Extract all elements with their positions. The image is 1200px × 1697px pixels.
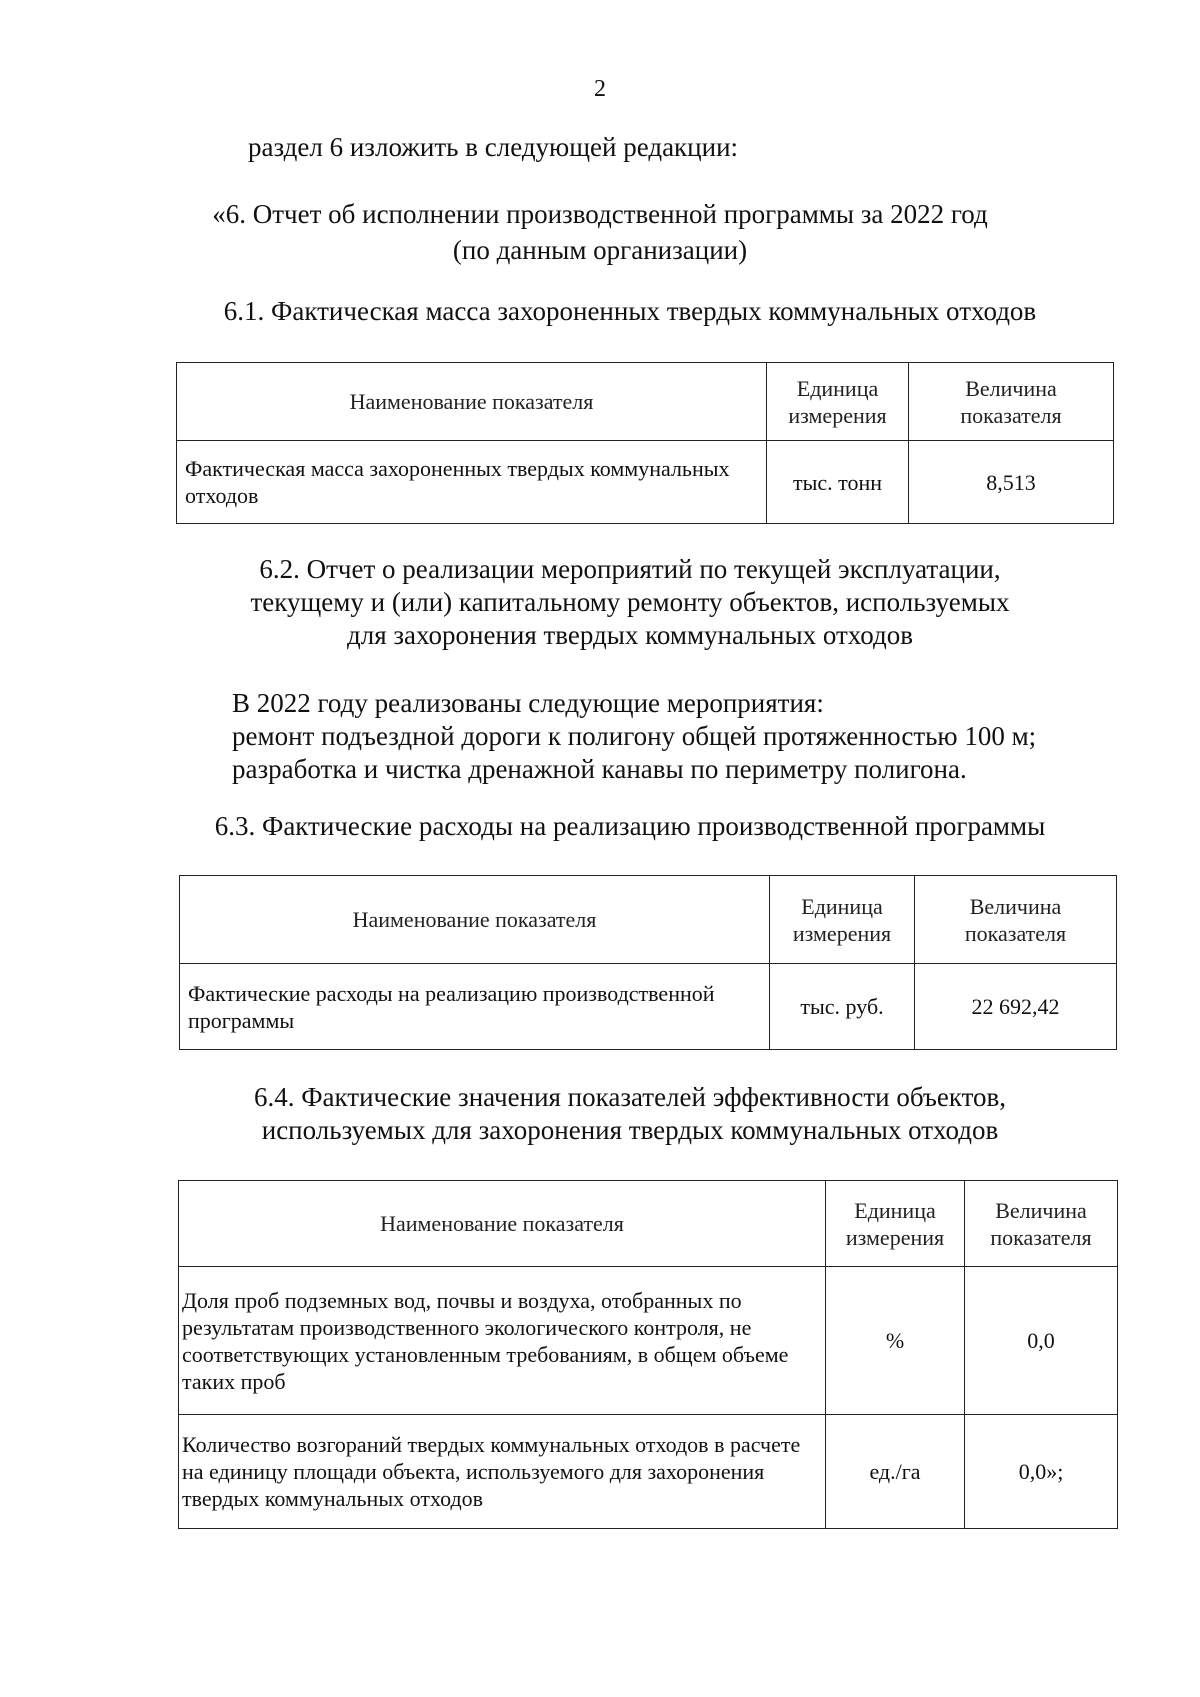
section-6-4-heading xyxy=(170,1081,1090,1147)
table-row xyxy=(179,1415,1118,1529)
header-name: Наименование показателя xyxy=(177,363,767,441)
header-unit: Единица измерения xyxy=(826,1181,965,1267)
table-6-3 xyxy=(179,875,1117,1050)
intro-text: раздел 6 изложить в следующей редакции: xyxy=(248,132,739,162)
row-unit: % xyxy=(826,1267,965,1415)
table-6-1 xyxy=(176,362,1114,524)
header-unit: Единица измерения xyxy=(767,363,909,441)
row-unit: тыс. руб. xyxy=(770,964,915,1050)
title-line-1: «6. Отчет об исполнении производственной программы за 2022 год xyxy=(212,199,988,229)
paragraph-line-1: В 2022 году реализованы следующие мероприятия: xyxy=(232,688,824,718)
paragraph-line-2: ремонт подъездной дороги к полигону общей протяженностью 100 м; xyxy=(232,721,1037,751)
header-name: Наименование показателя xyxy=(179,1181,826,1267)
row-value: 8,513 xyxy=(909,441,1114,524)
header-value: Величина показателя xyxy=(915,876,1117,964)
document-title xyxy=(170,196,1030,268)
section-6-2-heading xyxy=(170,553,1090,652)
page-number: 2 xyxy=(594,76,606,102)
row-name: Количество возгораний твердых коммунальных отходов в расчете на единицу площади объекта, используемого для захоронения твердых коммунальных отходов xyxy=(179,1415,826,1529)
row-name: Доля проб подземных вод, почвы и воздуха, отобранных по результатам производственного экологического контроля, не соответствующих установленным требованиям, в общем объеме таких проб xyxy=(179,1267,826,1415)
header-name: Наименование показателя xyxy=(180,876,770,964)
table-header-row xyxy=(180,876,1117,964)
heading-line-2: текущему и (или) капитальному ремонту объектов, используемых xyxy=(250,587,1010,617)
row-name: Фактическая масса захороненных твердых коммунальных отходов xyxy=(177,441,767,524)
heading-line-1: 6.2. Отчет о реализации мероприятий по текущей эксплуатации, xyxy=(259,554,1001,584)
section-6-1-heading: 6.1. Фактическая масса захороненных твердых коммунальных отходов xyxy=(223,296,1037,326)
heading-line-3: для захоронения твердых коммунальных отходов xyxy=(347,620,913,650)
header-unit: Единица измерения xyxy=(770,876,915,964)
title-line-2: (по данным организации) xyxy=(452,235,748,265)
paragraph-line-3: разработка и чистка дренажной канавы по периметру полигона. xyxy=(232,754,967,784)
row-value: 0,0»; xyxy=(965,1415,1118,1529)
table-header-row xyxy=(177,363,1114,441)
row-value: 22 692,42 xyxy=(915,964,1117,1050)
table-row xyxy=(177,441,1114,524)
heading-line-2: используемых для захоронения твердых коммунальных отходов xyxy=(261,1115,999,1145)
header-value: Величина показателя xyxy=(909,363,1114,441)
section-6-2-paragraph xyxy=(232,687,1132,786)
table-row xyxy=(179,1267,1118,1415)
table-row xyxy=(180,964,1117,1050)
section-6-3-heading: 6.3. Фактические расходы на реализацию производственной программы xyxy=(214,811,1046,841)
row-unit: тыс. тонн xyxy=(767,441,909,524)
heading-line-1: 6.4. Фактические значения показателей эффективности объектов, xyxy=(253,1082,1007,1112)
row-name: Фактические расходы на реализацию производственной программы xyxy=(180,964,770,1050)
row-value: 0,0 xyxy=(965,1267,1118,1415)
table-header-row xyxy=(179,1181,1118,1267)
table-6-4 xyxy=(178,1180,1118,1529)
row-unit: ед./га xyxy=(826,1415,965,1529)
header-value: Величина показателя xyxy=(965,1181,1118,1267)
